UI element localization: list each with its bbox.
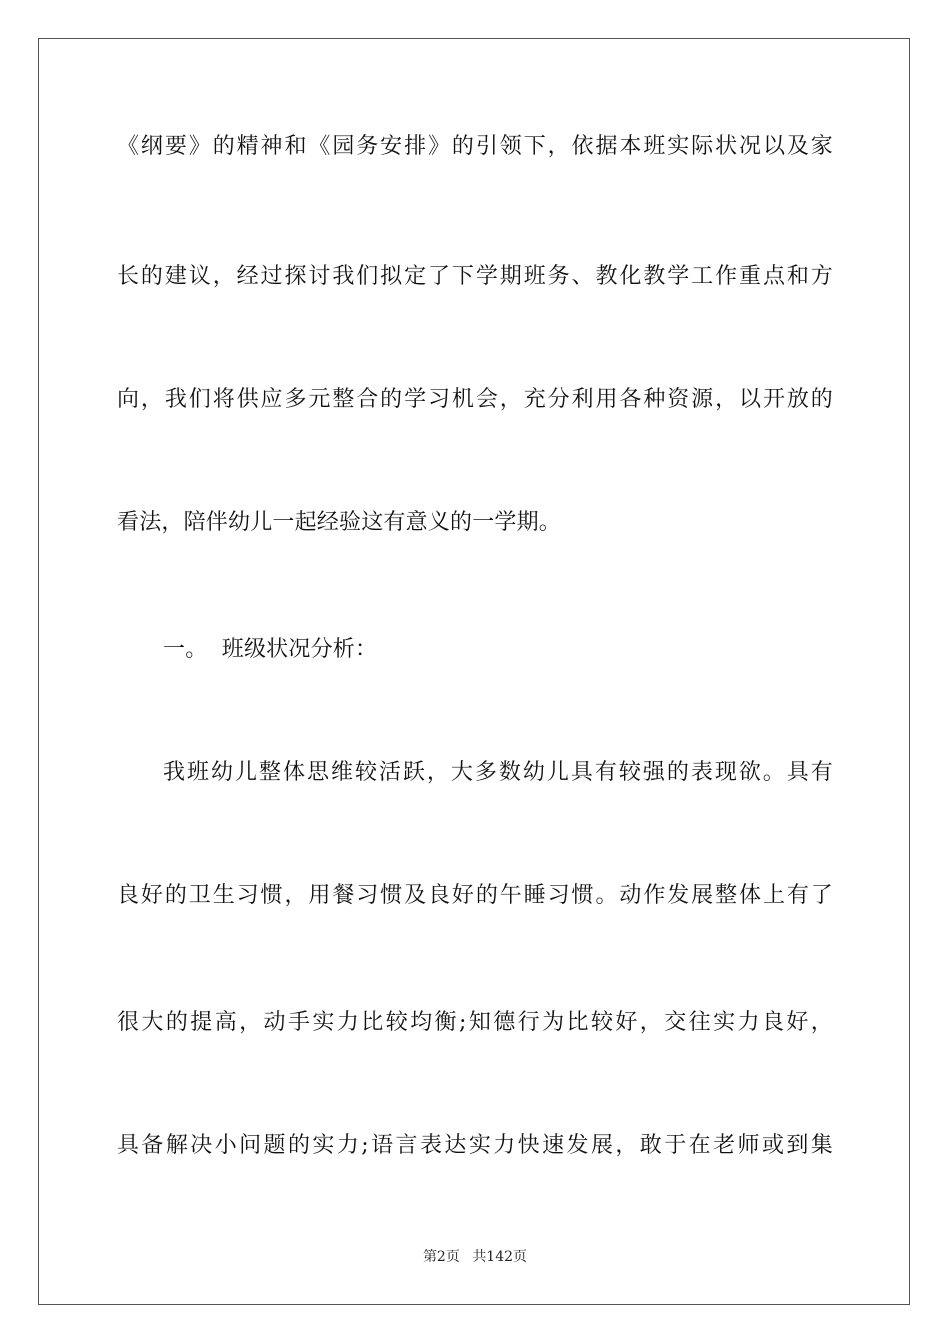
page-border [38,38,910,1305]
paragraph-line: 长的建议，经过探讨我们拟定了下学期班务、教化教学工作重点和方 [117,264,833,289]
paragraph-line: 很大的提高，动手实力比较均衡;知德行为比较好，交往实力良好， [117,1010,833,1035]
paragraph-line: 《纲要》的精神和《园务安排》的引领下，依据本班实际状况以及家 [117,134,833,159]
paragraph-line: 看法，陪伴幼儿一起经验这有意义的一学期。 [117,510,562,535]
page-footer [0,1247,950,1267]
page-total: 共142页 [472,1249,528,1265]
paragraph-line: 具备解决小问题的实力;语言表达实力快速发展，敢于在老师或到集 [117,1133,833,1158]
paragraph-line: 向，我们将供应多元整合的学习机会，充分利用各种资源，以开放的 [117,387,833,412]
page-number: 第2页 [422,1249,460,1265]
paragraph-line: 我班幼儿整体思维较活跃，大多数幼儿具有较强的表现欲。具有 [163,760,833,785]
section-heading: 一。 班级状况分析： [163,637,378,662]
paragraph-line: 良好的卫生习惯，用餐习惯及良好的午睡习惯。动作发展整体上有了 [117,883,833,908]
